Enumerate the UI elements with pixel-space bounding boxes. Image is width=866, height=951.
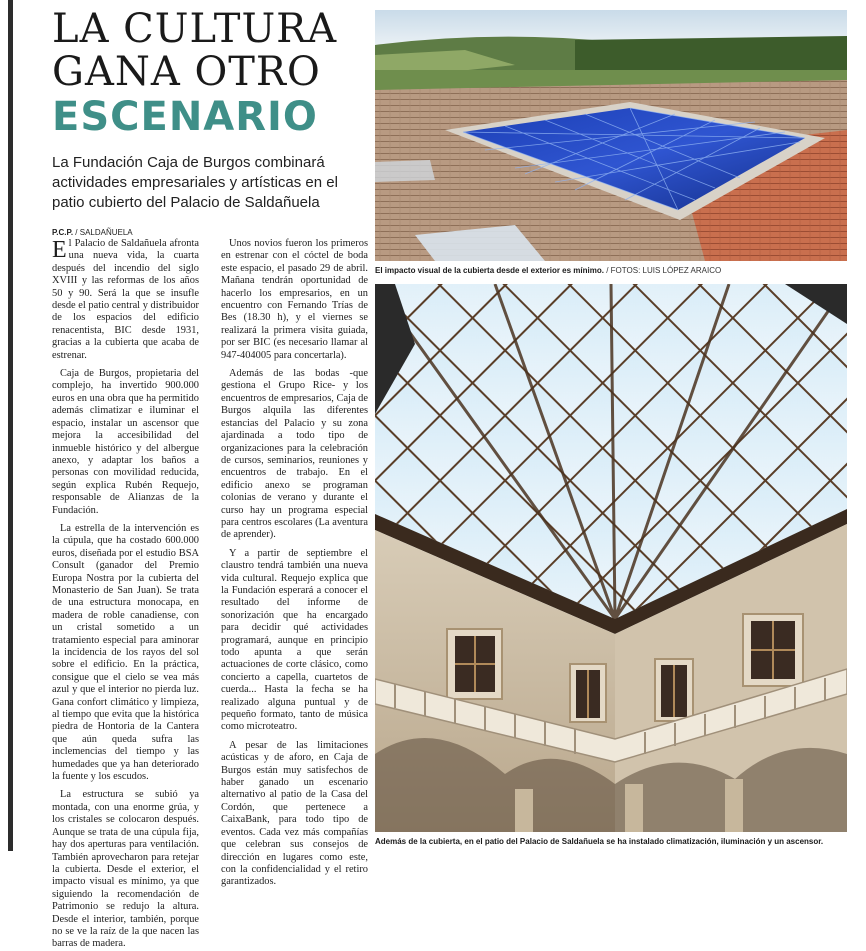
drop-cap: E [52, 237, 67, 263]
top-caption-text: El impacto visual de la cubierta desde el exterior es mínimo. [375, 266, 604, 275]
paragraph-5: Unos novios fueron los primeros en estrenar con el cóctel de boda este espacio, el pasado 29 de abril. Mañana tendrán oportunidad de hacerlo los empresarios, en un encuentro con Fernando Trías de Bes (18.30 h), y el viernes se realizará la primera visita guiada, por ser BIC (es necesario llamar al 947-404005 para concertarla). [221, 238, 368, 361]
page-edge-rule [8, 0, 13, 851]
courtyard-dome-illustration [375, 284, 847, 832]
body-column-2 [221, 238, 368, 889]
paragraph-6: Además de las bodas -que gestiona el Grupo Rice- y los encuentros de empresarios, Caja de Burgos alquila las diferentes estancias del Palacio y su zona ajardinada a todo tipo de organizaciones para la celebración de cursos, seminarios, reuniones y encuentros de trabajo. En el edificio anexo se programan colonias de verano y durante el curso hay un programa especial para centros escolares (La aventura de aprender). [221, 368, 368, 541]
photo-exterior-roof [375, 10, 847, 261]
byline [52, 228, 133, 237]
paragraph-8: A pesar de las limitaciones acústicas y de aforo, en Caja de Burgos están muy satisfechos de haber ganado un escenario alternativo al patio de la Casa del Cordón, que pertenece a CaixaBank, para todo tipo de eventos. Cada vez más compañías que celebran sus consejos de dirección en lugares como este, con la confidencialidad y el retiro garantizados. [221, 739, 368, 888]
headline-line-3: ESCENARIO [52, 94, 318, 140]
exterior-roof-illustration [375, 10, 847, 261]
bottom-photo-caption [375, 837, 823, 847]
photo-courtyard-dome [375, 284, 847, 832]
bottom-caption-text: Además de la cubierta, en el patio del Palacio de Saldañuela se ha instalado climatización, iluminación y un ascensor. [375, 837, 824, 846]
byline-author: P.C.P. [52, 228, 74, 237]
headline [52, 8, 362, 140]
headline-line-2: GANA OTRO [52, 49, 321, 95]
headline-line-1: LA CULTURA [52, 6, 338, 52]
paragraph-1 [52, 238, 199, 362]
body-column-1 [52, 238, 199, 951]
subtitle: La Fundación Caja de Burgos combinará actividades empresariales y artísticas en el patio cubierto del Palacio de Saldañuela [52, 154, 338, 211]
paragraph-1-text: l Palacio de Saldañuela afronta una nueva vida, la cuarta después del incendio del siglo XVIII y las reformas de los años 50 y 90. Será la que se insufle desde el patio central y distribuidor de los espacios del edificio renacentista, BIC desde 1931, gracias a la cubierta que acaba de estrenar. [52, 238, 199, 361]
paragraph-3: La estrella de la intervención es la cúpula, que ha costado 600.000 euros, diseñada por el estudio BSA Consult (ganador del Premio Europa Nostra por la cubierta del Monasterio de San Juan). Se trata de una estructura monocapa, en madera de roble canadiense, con un cristal sometido a un tratamiento especial para aminorar la incidencia de los rayos del sol sobre el edificio. En la práctica, consigue que el cielo se vea más azul y que el interior no pierda luz. Gana confort climático y limpieza, al tiempo que evita que la histórica piedra de Hontoria de la Cantera que aún queda sufra las inclemencias del tiempo y las humedades que ya han deteriorado la fuente y los escudos. [52, 522, 199, 783]
paragraph-2: Caja de Burgos, propietaria del complejo, ha invertido 900.000 euros en una obra que ha permitido además climatizar e iluminar el espacio, instalar un ascensor que mejora la accesibilidad del inmueble histórico y del albergue anexo, y adaptar los baños a personas con movilidad reducida, según explica Rubén Requejo, responsable de Alianzas de la Fundación. [52, 368, 199, 516]
byline-location: SALDAÑUELA [79, 228, 133, 237]
byline-separator: / [73, 228, 80, 237]
photo-credit: / FOTOS: LUIS LÓPEZ ARAICO [603, 266, 722, 275]
top-photo-caption [375, 266, 721, 276]
paragraph-7: Y a partir de septiembre el claustro tendrá también una nueva vida cultural. Requejo explica que la Fundación esperará a conocer el resultado del informe de sonorización que ha encargado para decidir qué actividades programará, aunque en principio todo apunta a que serán actuaciones de corte clásico, como concierto a capella, cuartetos de cuerda... Hasta la fecha se ha realizado alguna puntual y de pequeño formato, tanto de música como microteatro. [221, 547, 368, 733]
paragraph-4: La estructura se subió ya montada, con una enorme grúa, y los cristales se colocaron después. Aunque se trata de una cúpula fija, hay dos aperturas para ventilación. También aprovecharon para retejar la cubierta. Desde el exterior, el impacto visual es mínimo, ya que siguiendo la recomendación de Patrimonio se redujo la altura. Desde el interior, también, porque no se ve la raíz de la que nacen las barras de madera. [52, 789, 199, 950]
